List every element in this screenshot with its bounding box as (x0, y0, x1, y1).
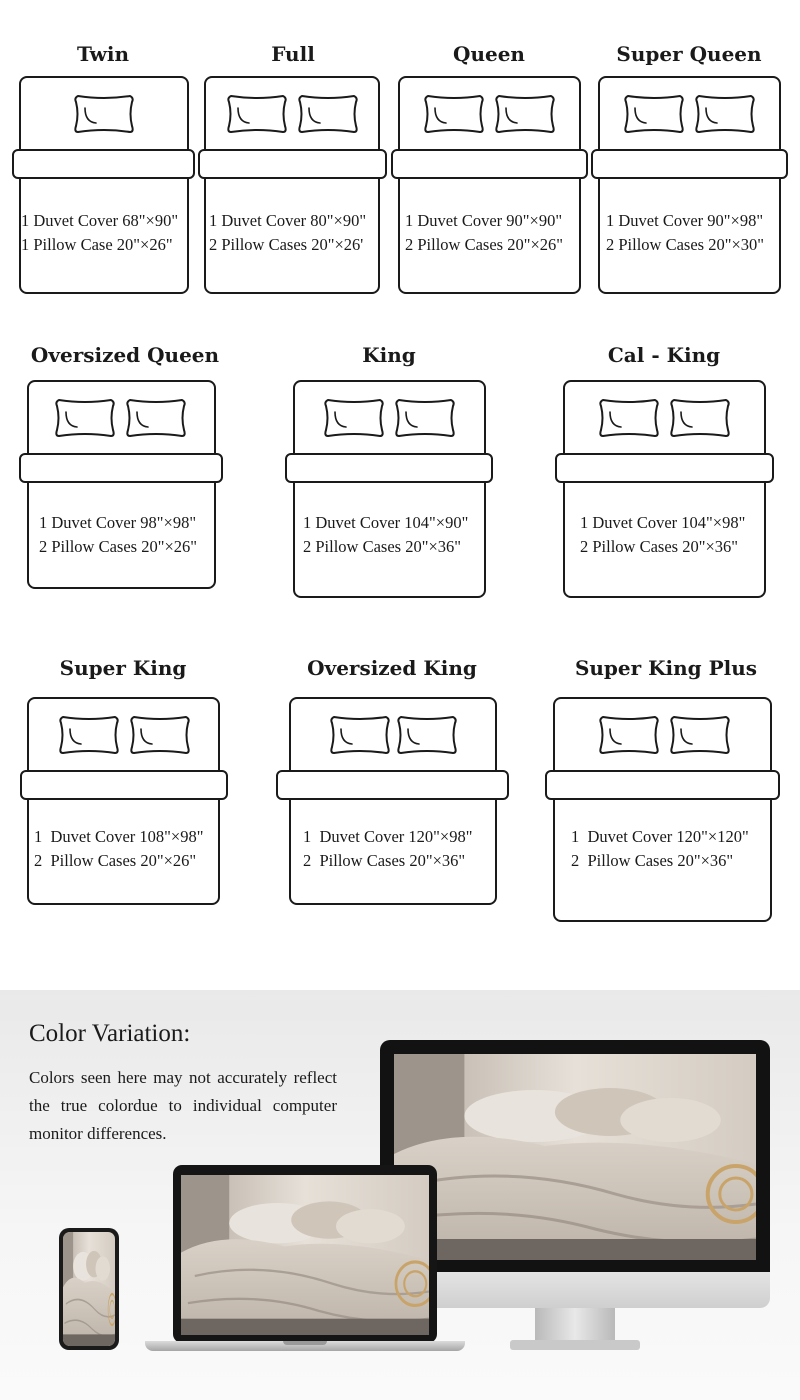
pillow-icon (395, 713, 459, 757)
pillow-icon (622, 92, 686, 136)
size-title-oversized-king: Oversized King (307, 656, 477, 680)
pillow-icon (668, 713, 732, 757)
monitor-base (510, 1340, 640, 1350)
bed-details-oversized-queen: 1 Duvet Cover 98"×98" 2 Pillow Cases 20"×26" (39, 513, 197, 556)
pillow-icon (322, 396, 386, 440)
size-title-super-king-plus: Super King Plus (574, 656, 758, 680)
monitor-chin (380, 1272, 770, 1308)
size-title-full: Full (271, 42, 315, 66)
bed-band-full (198, 149, 387, 179)
laptop-notch (283, 1341, 327, 1345)
pillow-icon (668, 396, 732, 440)
bed-details-cal-king: 1 Duvet Cover 104"×98" 2 Pillow Cases 20"×36" (580, 513, 746, 556)
bed-details-super-king: 1 Duvet Cover 108"×98" 2 Pillow Cases 20"×26" (34, 827, 204, 870)
size-title-oversized-queen: Oversized Queen (30, 343, 220, 367)
pillow-icon (53, 396, 117, 440)
bed-details-oversized-king: 1 Duvet Cover 120"×98" 2 Pillow Cases 20"×36" (303, 827, 473, 870)
bed-band-twin (12, 149, 195, 179)
bed-cal-king (563, 380, 766, 598)
size-title-cal-king: Cal - King (607, 343, 721, 367)
size-title-king: King (362, 343, 416, 367)
pillow-icon (72, 92, 136, 136)
pillow-icon (597, 713, 661, 757)
bed-band-super-king (20, 770, 228, 800)
bed-band-super-king-plus (545, 770, 780, 800)
bed-super-king-plus (553, 697, 772, 922)
bedroom-photo (181, 1175, 429, 1335)
size-title-super-king: Super King (59, 656, 187, 680)
monitor-stand (535, 1308, 615, 1344)
pillow-icon (57, 713, 121, 757)
pillow-icon (597, 396, 661, 440)
size-title-super-queen: Super Queen (616, 42, 762, 66)
pillow-icon (422, 92, 486, 136)
size-title-twin: Twin (76, 42, 130, 66)
bedroom-photo (394, 1054, 756, 1260)
bedroom-photo (63, 1232, 115, 1346)
pillow-icon (128, 713, 192, 757)
size-title-queen: Queen (453, 42, 525, 66)
pillow-icon (225, 92, 289, 136)
bed-details-super-queen: 1 Duvet Cover 90"×98" 2 Pillow Cases 20"×30" (606, 211, 764, 254)
bed-band-king (285, 453, 493, 483)
bed-band-cal-king (555, 453, 774, 483)
bed-oversized-king (289, 697, 497, 905)
pillow-icon (393, 396, 457, 440)
bed-details-king: 1 Duvet Cover 104"×90" 2 Pillow Cases 20"×36" (303, 513, 469, 556)
bed-details-full: 1 Duvet Cover 80"×90" 2 Pillow Cases 20"×26' (209, 211, 367, 254)
pillow-icon (693, 92, 757, 136)
pillow-icon (493, 92, 557, 136)
color-variation-title: Color Variation: (29, 1020, 191, 1047)
bed-band-oversized-queen (19, 453, 223, 483)
pillow-icon (124, 396, 188, 440)
bed-details-queen: 1 Duvet Cover 90"×90" 2 Pillow Cases 20"×26" (405, 211, 563, 254)
bed-band-oversized-king (276, 770, 509, 800)
bed-band-super-queen (591, 149, 788, 179)
pillow-icon (328, 713, 392, 757)
color-variation-text: Colors seen here may not accurately reflect the true colordue to individual computer monitor differences. (29, 1068, 337, 1143)
pillow-icon (296, 92, 360, 136)
bed-band-queen (391, 149, 588, 179)
bed-details-twin: 1 Duvet Cover 68"×90" 1 Pillow Case 20"×26" (21, 211, 179, 254)
bed-details-super-king-plus: 1 Duvet Cover 120"×120" 2 Pillow Cases 20"×36" (571, 827, 749, 870)
